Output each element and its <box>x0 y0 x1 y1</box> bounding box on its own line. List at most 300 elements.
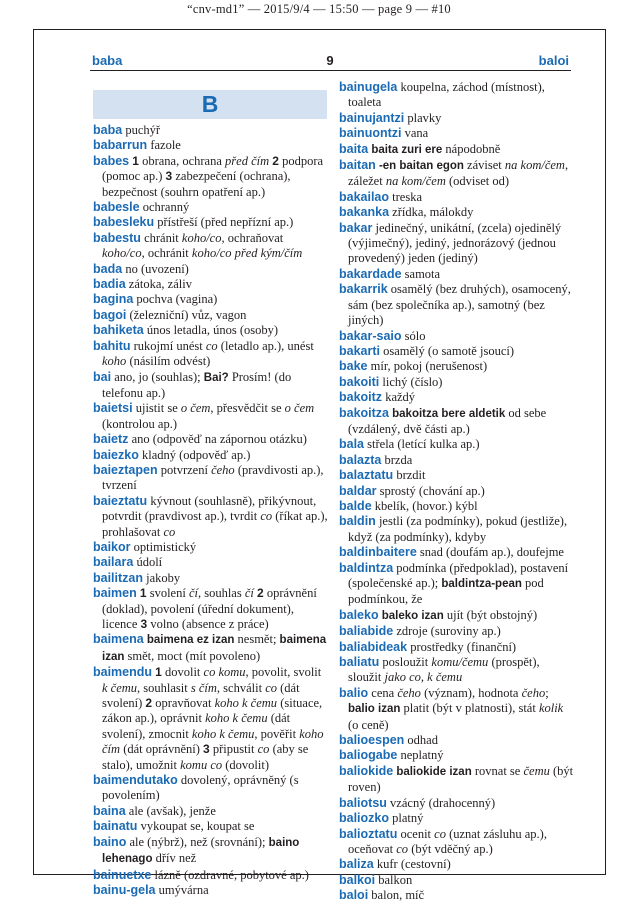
usage-note: koho <box>102 354 127 369</box>
headword: baliatu <box>339 655 380 670</box>
definition-text: ujistit se <box>132 401 181 416</box>
headword: bala <box>339 437 365 452</box>
headword: balazta <box>339 452 382 467</box>
definition-text: záviset <box>463 158 505 173</box>
dictionary-entry <box>339 561 575 608</box>
header-rule <box>90 70 571 71</box>
dictionary-entry <box>339 329 575 344</box>
definition-text: samota <box>401 266 441 281</box>
definition-text: přístřeší (před nepřízní ap.) <box>154 215 294 230</box>
dictionary-entry <box>93 292 329 307</box>
definition-text: (dát svolení), zmocnit <box>102 711 291 741</box>
definition-text: cena <box>368 685 398 700</box>
dictionary-entry <box>339 158 575 190</box>
definition-text: lázně (ozdravné, pobytové ap.) <box>151 867 309 882</box>
headword: balkoi <box>339 872 376 887</box>
usage-note: před čím <box>225 153 270 168</box>
phrase: baldintza-pean <box>441 578 522 590</box>
definition-text: osamělý (o samotě jsoucí) <box>380 343 514 358</box>
headword: balio <box>339 685 369 700</box>
definition-text: osamělý (bez druhých), osamocený, sám (bez společníka ap.), samotný (bez jiných) <box>348 282 571 328</box>
definition-text: ocenit <box>397 826 435 841</box>
dictionary-entry <box>339 375 575 390</box>
definition-text: mír, pokoj (nerušenost) <box>367 359 488 374</box>
headword: bainuetxe <box>93 867 152 882</box>
definition-text: brzdit <box>393 468 426 483</box>
definition-text: plavky <box>404 110 442 125</box>
headword: bagoi <box>93 307 127 322</box>
sense-number: 1 <box>132 153 139 168</box>
dictionary-entry <box>93 123 329 138</box>
phrase: balio izan <box>348 703 401 716</box>
definition-text: prostředky (finanční) <box>407 639 517 654</box>
sense-number: 1 <box>155 665 162 680</box>
dictionary-entry <box>339 873 575 888</box>
dictionary-entry <box>339 764 575 796</box>
headword: bakoitz <box>339 390 383 405</box>
usage-note: s čím <box>190 680 217 695</box>
headword: baiezko <box>93 447 139 462</box>
usage-note: co <box>396 841 409 856</box>
headword: bahiketa <box>93 323 144 338</box>
usage-note: komu co <box>180 757 223 772</box>
definition-text: (uznat zásluhu ap.), oceňovat <box>348 826 547 856</box>
definition-text: (násilím odvést) <box>126 354 211 369</box>
definition-text: rukojmí unést <box>130 338 206 353</box>
definition-text: , pověřit <box>254 726 300 741</box>
definition-text: neplatný <box>397 748 444 763</box>
dictionary-entry <box>339 484 575 499</box>
definition-text: připustit <box>209 742 258 757</box>
headword: baimen <box>93 586 137 601</box>
definition-text: (železniční) vůz, vagon <box>126 307 247 322</box>
definition-text: oprávnění (doklad), povolení (úřední dokument), licence <box>102 586 317 631</box>
dictionary-entry <box>93 370 329 402</box>
headword: bailitzan <box>93 570 144 585</box>
dictionary-entry <box>339 827 575 858</box>
headword: bakardade <box>339 266 402 281</box>
page-header <box>90 50 571 70</box>
definition-text: (situace, zákon ap.), oprávnit <box>102 696 323 726</box>
definition-text: balon, míč <box>368 888 425 903</box>
usage-note: co <box>260 509 273 524</box>
headword: babestu <box>93 230 141 245</box>
definition-text: volno (absence z práce) <box>147 617 269 631</box>
dictionary-entry <box>339 640 575 655</box>
usage-note: koho k čemu <box>214 696 278 711</box>
definition-text: posloužit <box>379 655 432 670</box>
phrase: baleko izan <box>381 609 444 622</box>
headword: bake <box>339 359 368 374</box>
phrase: bakoitza bere aldetik <box>392 407 506 420</box>
dictionary-entry <box>93 665 329 773</box>
dictionary-entry <box>339 468 575 483</box>
definition-text: únos letadla, únos (osoby) <box>143 323 279 338</box>
definition-text: zdroje (suroviny ap.) <box>393 624 501 639</box>
dictionary-entry <box>93 200 329 215</box>
headword: baina <box>93 803 126 818</box>
definition-text: zabezpečení (ochrana), bezpečnost (souhrn opatření ap.) <box>102 169 291 199</box>
headword: baliozko <box>339 811 390 826</box>
dictionary-entry <box>93 571 329 586</box>
headword: baliogabe <box>339 748 398 763</box>
definition-text: ale (nýbrž), než (srovnání); <box>126 834 269 849</box>
dictionary-entry <box>339 748 575 763</box>
dictionary-entry <box>93 138 329 153</box>
headword: baietz <box>93 432 129 447</box>
headword: bainatu <box>93 819 138 834</box>
dictionary-entry <box>93 277 329 292</box>
definition-text: (pravdivosti ap.), tvrzení <box>102 462 324 493</box>
headword: balioztatu <box>339 826 398 841</box>
usage-note: co komu <box>203 665 246 680</box>
headword: baldin <box>339 514 376 529</box>
dictionary-entry <box>339 111 575 126</box>
definition-text: (prospět), sloužit <box>348 655 540 685</box>
usage-note: čemu <box>523 763 550 778</box>
definition-text: , schválit <box>216 680 266 695</box>
headword: baietsi <box>93 401 133 416</box>
headword: baldar <box>339 483 377 498</box>
definition-text: od sebe (vzdálený, dvě části ap.) <box>348 405 547 436</box>
usage-note: na kom/čem <box>385 174 446 189</box>
running-head: “cnv-md1” — 2015/9/4 — 15:50 — page 9 — #10 <box>187 2 451 16</box>
usage-note: čeho <box>211 462 235 477</box>
dictionary-entry <box>93 883 329 898</box>
headword: balde <box>339 498 372 513</box>
usage-note: o čem <box>180 401 211 416</box>
definition-text: podmínka (předpoklad), postavení (společenské ap.); <box>348 560 569 590</box>
headword: baita <box>339 141 369 156</box>
definition-text: vzácný (drahocenný) <box>386 795 496 810</box>
headword: baieztatu <box>93 493 148 508</box>
definition-text: nesmět; <box>234 632 280 647</box>
dictionary-entry <box>339 796 575 811</box>
dictionary-entry <box>339 733 575 748</box>
dictionary-entry <box>339 624 575 639</box>
usage-note: na kom/čem <box>504 158 565 173</box>
definition-text: (říkat ap.), prohlašovat <box>102 509 328 539</box>
usage-note: koho k čemu <box>191 726 255 741</box>
definition-text: chránit <box>140 230 182 245</box>
usage-note: koho/co <box>102 246 142 261</box>
definition-text: koupelna, záchod (místnost), toaleta <box>348 80 545 110</box>
headword: baitan <box>339 158 376 173</box>
usage-note: koho/co před kým/čím <box>191 246 303 261</box>
definition-text: lichý (číslo) <box>379 374 443 389</box>
dictionary-entry <box>339 514 575 545</box>
headword: bagina <box>93 292 134 307</box>
headword: babesle <box>93 200 140 215</box>
usage-note: co <box>434 826 446 841</box>
phrase: Bai? <box>203 371 229 384</box>
phrase: -en baitan egon <box>378 160 464 173</box>
phrase: baliokide izan <box>396 765 472 778</box>
definition-text: jakoby <box>143 570 181 585</box>
definition-text: nápodobně <box>442 141 501 156</box>
definition-text: optimistický <box>130 539 197 554</box>
definition-text: (kontrolou ap.) <box>102 416 177 431</box>
definition-text: (dovolit) <box>222 757 269 772</box>
headword: balaztatu <box>339 468 394 483</box>
headword: bakarti <box>339 343 380 358</box>
definition-text: ujít (být obstojný) <box>443 607 538 622</box>
headword: bainugela <box>339 80 398 94</box>
definition-text: pochva (vagina) <box>133 292 218 307</box>
dictionary-entry <box>93 401 329 432</box>
usage-note: co <box>205 338 218 353</box>
definition-text: , záležet <box>348 158 569 189</box>
definition-text: brzda <box>381 452 413 467</box>
definition-text: zřídka, málokdy <box>389 205 474 220</box>
dictionary-entry <box>339 499 575 514</box>
dictionary-entry <box>339 282 575 328</box>
headword: bakailao <box>339 189 390 204</box>
headword: baldintza <box>339 560 394 575</box>
sense-number: 3 <box>165 169 173 184</box>
definition-text: snad (doufám ap.), doufejme <box>416 545 564 560</box>
dictionary-entry <box>339 359 575 374</box>
dictionary-entry <box>93 868 329 883</box>
dictionary-entry <box>339 406 575 438</box>
definition-text: potvrzení <box>157 462 212 477</box>
dictionary-entry <box>93 773 329 804</box>
dictionary-entry <box>93 231 329 262</box>
sense-number: 2 <box>272 153 279 168</box>
definition-text: (význam), hodnota <box>420 685 522 700</box>
headword: bakoiti <box>339 374 380 389</box>
headword: badia <box>93 277 126 292</box>
dictionary-entry <box>93 494 329 540</box>
definition-text: podpora (pomoc ap.) <box>102 153 324 184</box>
headword: babarrun <box>93 138 148 153</box>
definition-text: dovolený, oprávněný (s povolením) <box>102 773 299 803</box>
sense-number: 3 <box>140 617 148 631</box>
headword: baleko <box>339 607 379 622</box>
dictionary-entry <box>93 154 329 200</box>
usage-note: koho/co <box>181 230 222 245</box>
definition-text: , souhlas <box>197 586 245 601</box>
usage-note: co <box>257 742 270 757</box>
headword: baikor <box>93 539 131 554</box>
definition-text: obrana, ochrana <box>138 153 226 168</box>
headword: bakar <box>339 220 373 235</box>
dictionary-entry <box>339 390 575 405</box>
phrase: baimena ez izan <box>146 634 235 647</box>
definition-text: odhad <box>404 733 438 748</box>
headword: baliabide <box>339 624 394 639</box>
definition-text: ale (avšak), jenže <box>125 803 216 818</box>
usage-note: čí <box>244 586 254 601</box>
usage-note: komu/čemu <box>431 655 489 670</box>
definition-text: kbelík, (hovor.) kýbl <box>371 498 478 513</box>
headword: bakarrik <box>339 282 388 297</box>
dictionary-entry <box>93 339 329 370</box>
headword: bahitu <box>93 338 131 353</box>
headword: bainuontzi <box>339 126 402 141</box>
definition-text: (aby se stalo), umožnit <box>102 742 309 772</box>
usage-note: co <box>163 524 176 539</box>
sense-number: 1 <box>139 586 147 601</box>
headword: baino <box>93 834 127 849</box>
definition-text: fazole <box>147 138 181 153</box>
definition-text: no (uvození) <box>122 261 189 276</box>
dictionary-entry <box>339 190 575 205</box>
definition-text: smět, moct (mít povoleno) <box>124 648 261 663</box>
headword: baieztapen <box>93 462 158 477</box>
phrase: baita zuri ere <box>371 143 443 156</box>
usage-note: koho k čemu <box>205 711 268 726</box>
definition-text: (být vděčný ap.) <box>408 841 493 856</box>
headword: bainu-gela <box>93 882 156 897</box>
headword: babesleku <box>93 215 155 230</box>
definition-text: Prosím! (do telefonu ap.) <box>102 369 292 400</box>
definition-text: vykoupat se, koupat se <box>137 819 255 834</box>
definition-text: pod podmínkou, že <box>348 576 544 607</box>
headword: bakanka <box>339 205 390 220</box>
dictionary-entry <box>93 262 329 277</box>
headword: baba <box>93 123 123 137</box>
dictionary-entry <box>339 142 575 158</box>
definition-text: vana <box>401 126 429 141</box>
definition-text: (dát oprávnění) <box>120 742 204 757</box>
left-column <box>93 90 329 898</box>
dictionary-entry <box>93 215 329 230</box>
usage-note: čeho <box>521 685 546 700</box>
dictionary-entry <box>93 632 329 665</box>
usage-note: o čem <box>284 401 315 416</box>
dictionary-entry <box>339 437 575 452</box>
guide-word-right: baloi <box>538 53 569 68</box>
definition-text: rovnat se <box>471 763 524 778</box>
dictionary-entry <box>93 835 329 868</box>
headword: bainujantzi <box>339 110 405 125</box>
definition-text: sprostý (chování ap.) <box>376 483 485 498</box>
headword: bakoitza <box>339 405 390 420</box>
dictionary-entry <box>93 819 329 834</box>
definition-text: jedinečný, unikátní, (zcela) ojedinělý (výjimečný), jediný, jednorázový (jednou provedený) jeden (jediný) <box>348 220 562 266</box>
dictionary-entry <box>93 448 329 463</box>
usage-note: čí <box>188 586 198 601</box>
dictionary-entry <box>93 463 329 494</box>
right-column <box>339 80 575 904</box>
headword: bakar-saio <box>339 328 402 343</box>
definition-text: střela (letící kulka ap.) <box>364 437 480 452</box>
definition-text: , ochraňovat <box>221 230 284 245</box>
usage-note: koho čím <box>102 726 324 757</box>
dictionary-entry <box>339 221 575 267</box>
sense-number: 2 <box>257 586 264 601</box>
headword: baliza <box>339 857 374 872</box>
definition-text: , povolit, svolit <box>245 665 322 680</box>
dictionary-entry <box>339 811 575 826</box>
definition-text: , ochránit <box>141 246 192 261</box>
dictionary-entry <box>93 323 329 338</box>
headword: baliotsu <box>339 795 387 810</box>
dictionary-entry <box>93 432 329 447</box>
headword: bada <box>93 261 123 276</box>
definition-text: (odviset od) <box>445 174 510 189</box>
definition-text: platný <box>389 811 424 826</box>
definition-text: sólo <box>401 328 426 343</box>
sense-number: 3 <box>203 742 210 757</box>
definition-text: jestli (za podmínky), pokud (jestliže), když (za podmínky), kdyby <box>348 514 568 544</box>
dictionary-entry <box>339 608 575 624</box>
definition-text: ; <box>545 685 549 700</box>
usage-note: kolik <box>538 701 564 716</box>
usage-note: co <box>265 680 277 695</box>
headword: babes <box>93 153 130 168</box>
dictionary-entry <box>339 857 575 872</box>
dictionary-entry <box>339 80 575 111</box>
dictionary-entry <box>93 804 329 819</box>
definition-text: puchýř <box>122 123 161 137</box>
dictionary-entry <box>339 453 575 468</box>
dictionary-entry <box>93 540 329 555</box>
headword: baloi <box>339 888 369 903</box>
sense-number: 2 <box>145 696 153 711</box>
definition-text: ano, jo (souhlas); <box>111 369 204 384</box>
definition-text: kývnout (souhlasně), přikývnout, potvrdit (pravdivost ap.), tvrdit <box>102 493 317 524</box>
definition-text: údolí <box>133 555 163 570</box>
headword: baliabideak <box>339 639 408 654</box>
definition-text: platit (být v platnosti), stát <box>400 701 539 716</box>
usage-note: jako co, k čemu <box>384 670 463 685</box>
headword: baimendutako <box>93 773 178 788</box>
definition-text: kufr (cestovní) <box>373 857 451 872</box>
dictionary-entry <box>339 267 575 282</box>
page-number: 9 <box>326 53 334 68</box>
definition-text: dřív než <box>152 851 197 866</box>
usage-note: čeho <box>397 685 421 700</box>
headword: balioespen <box>339 733 405 748</box>
definition-text: , přesvědčit se <box>210 401 285 416</box>
usage-note: k čemu <box>102 680 138 695</box>
dictionary-entry <box>339 655 575 686</box>
dictionary-entry <box>339 126 575 141</box>
dictionary-entry <box>339 545 575 560</box>
headword: baimena <box>93 632 144 647</box>
section-letter-box <box>93 90 327 119</box>
definition-text: , souhlasit <box>137 680 191 695</box>
definition-text: kladný (odpověď ap.) <box>138 447 251 462</box>
definition-text: svolení <box>146 586 189 601</box>
definition-text: (dát svolení) <box>102 680 300 711</box>
headword: baldinbaitere <box>339 545 417 560</box>
phrase: baimena izan <box>102 634 327 663</box>
definition-text: každý <box>382 390 416 405</box>
definition-text: dovolit <box>161 665 204 680</box>
headword: bailara <box>93 555 134 570</box>
definition-text: treska <box>389 189 423 204</box>
guide-word-left: baba <box>92 53 123 68</box>
definition-text: umývárna <box>155 882 209 897</box>
dictionary-entry <box>339 205 575 220</box>
definition-text: (být roven) <box>348 763 574 795</box>
headword: baliokide <box>339 763 394 778</box>
dictionary-entry <box>339 344 575 359</box>
dictionary-entry <box>93 586 329 632</box>
definition-text: (o ceně) <box>348 717 389 732</box>
headword: baimendu <box>93 665 153 680</box>
section-letter: B <box>201 91 219 117</box>
dictionary-entry <box>339 888 575 903</box>
dictionary-entry <box>339 686 575 733</box>
headword: bai <box>93 369 112 384</box>
definition-text: opravňovat <box>152 696 215 711</box>
definition-text: balkon <box>375 872 413 887</box>
definition-text: (letadlo ap.), unést <box>217 338 314 353</box>
